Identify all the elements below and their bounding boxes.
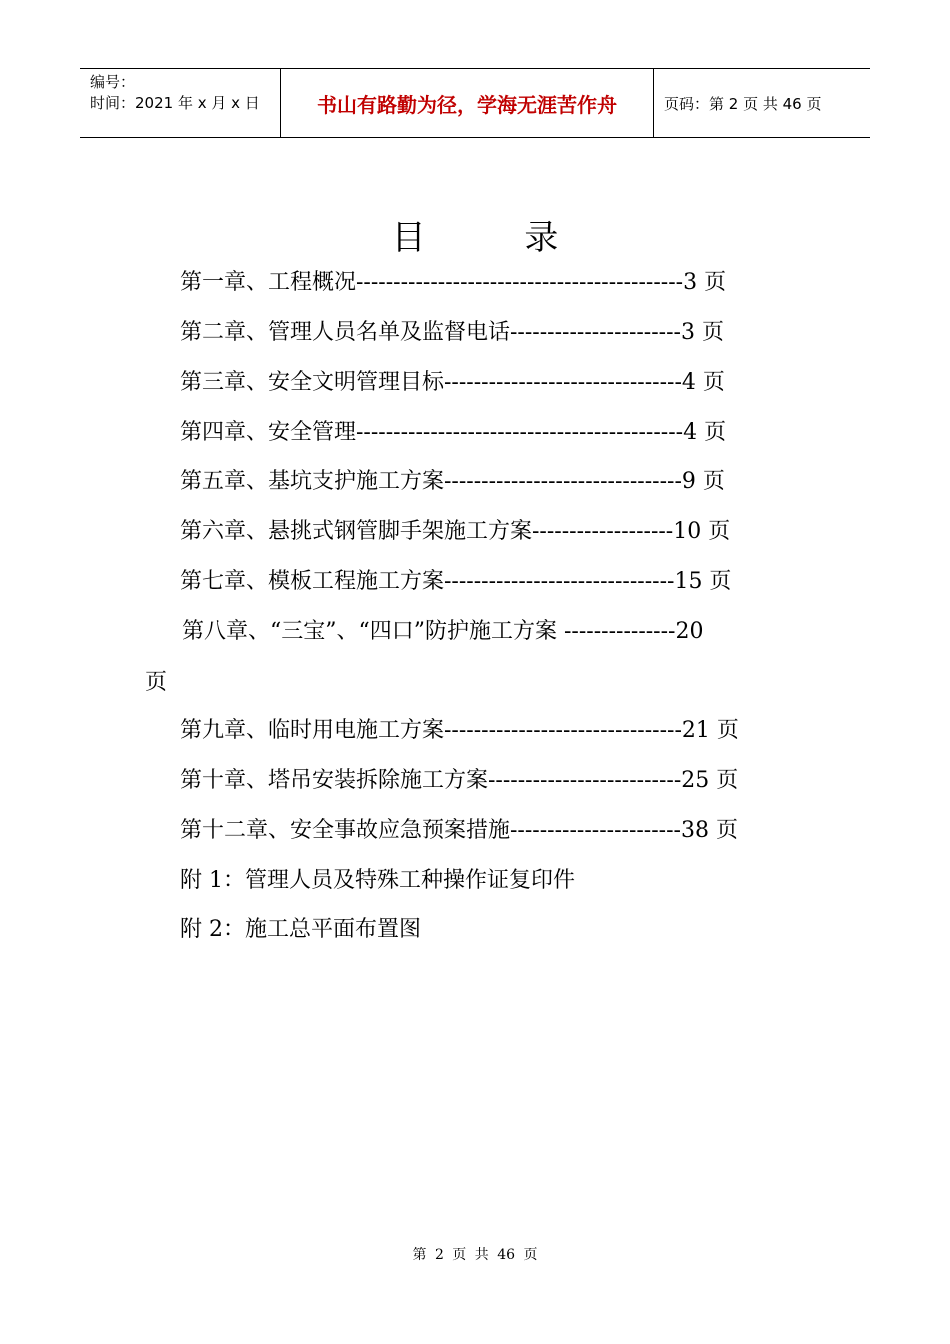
toc-entry-8-wrap: 页: [145, 670, 168, 695]
toc-entry-4: 第四章、安全管理--------------------------------------------4 页: [180, 420, 727, 445]
toc-entry-7: 第七章、模板工程施工方案-------------------------------15 页: [180, 569, 732, 594]
toc-appendix-2: 附 2：施工总平面布置图: [180, 917, 421, 942]
toc-entry-5: 第五章、基坑支护施工方案--------------------------------9 页: [180, 469, 725, 494]
toc-entry-3: 第三章、安全文明管理目标--------------------------------4 页: [180, 370, 725, 395]
page-footer: 第 2 页 共 46 页: [412, 1247, 538, 1263]
toc-entry-9: 第九章、临时用电施工方案--------------------------------21 页: [180, 718, 739, 743]
toc-appendix-1: 附 1：管理人员及特殊工种操作证复印件: [180, 868, 575, 893]
number-label: 编号：: [90, 73, 136, 91]
toc-entry-1: 第一章、工程概况--------------------------------------------3 页: [180, 270, 727, 295]
toc-entry-12: 第十二章、安全事故应急预案措施-----------------------38 页: [180, 818, 738, 843]
toc-entry-6: 第六章、悬挑式钢管脚手架施工方案-------------------10 页: [180, 519, 731, 544]
header-motto: 书山有路勤为径，学海无涯苦作舟: [281, 69, 654, 137]
page-title: 目 录: [391, 218, 603, 258]
time-label: 时间：2021 年 x 月 x 日: [90, 94, 260, 112]
header-page-info: 页码：第 2 页 共 46 页: [664, 94, 822, 113]
toc-entry-8: 第八章、“三宝”、“四口”防护施工方案 ---------------20: [182, 619, 704, 644]
toc-entry-10: 第十章、塔吊安装拆除施工方案--------------------------25 页: [180, 768, 739, 793]
toc-entry-2: 第二章、管理人员名单及监督电话-----------------------3 页: [180, 320, 724, 345]
